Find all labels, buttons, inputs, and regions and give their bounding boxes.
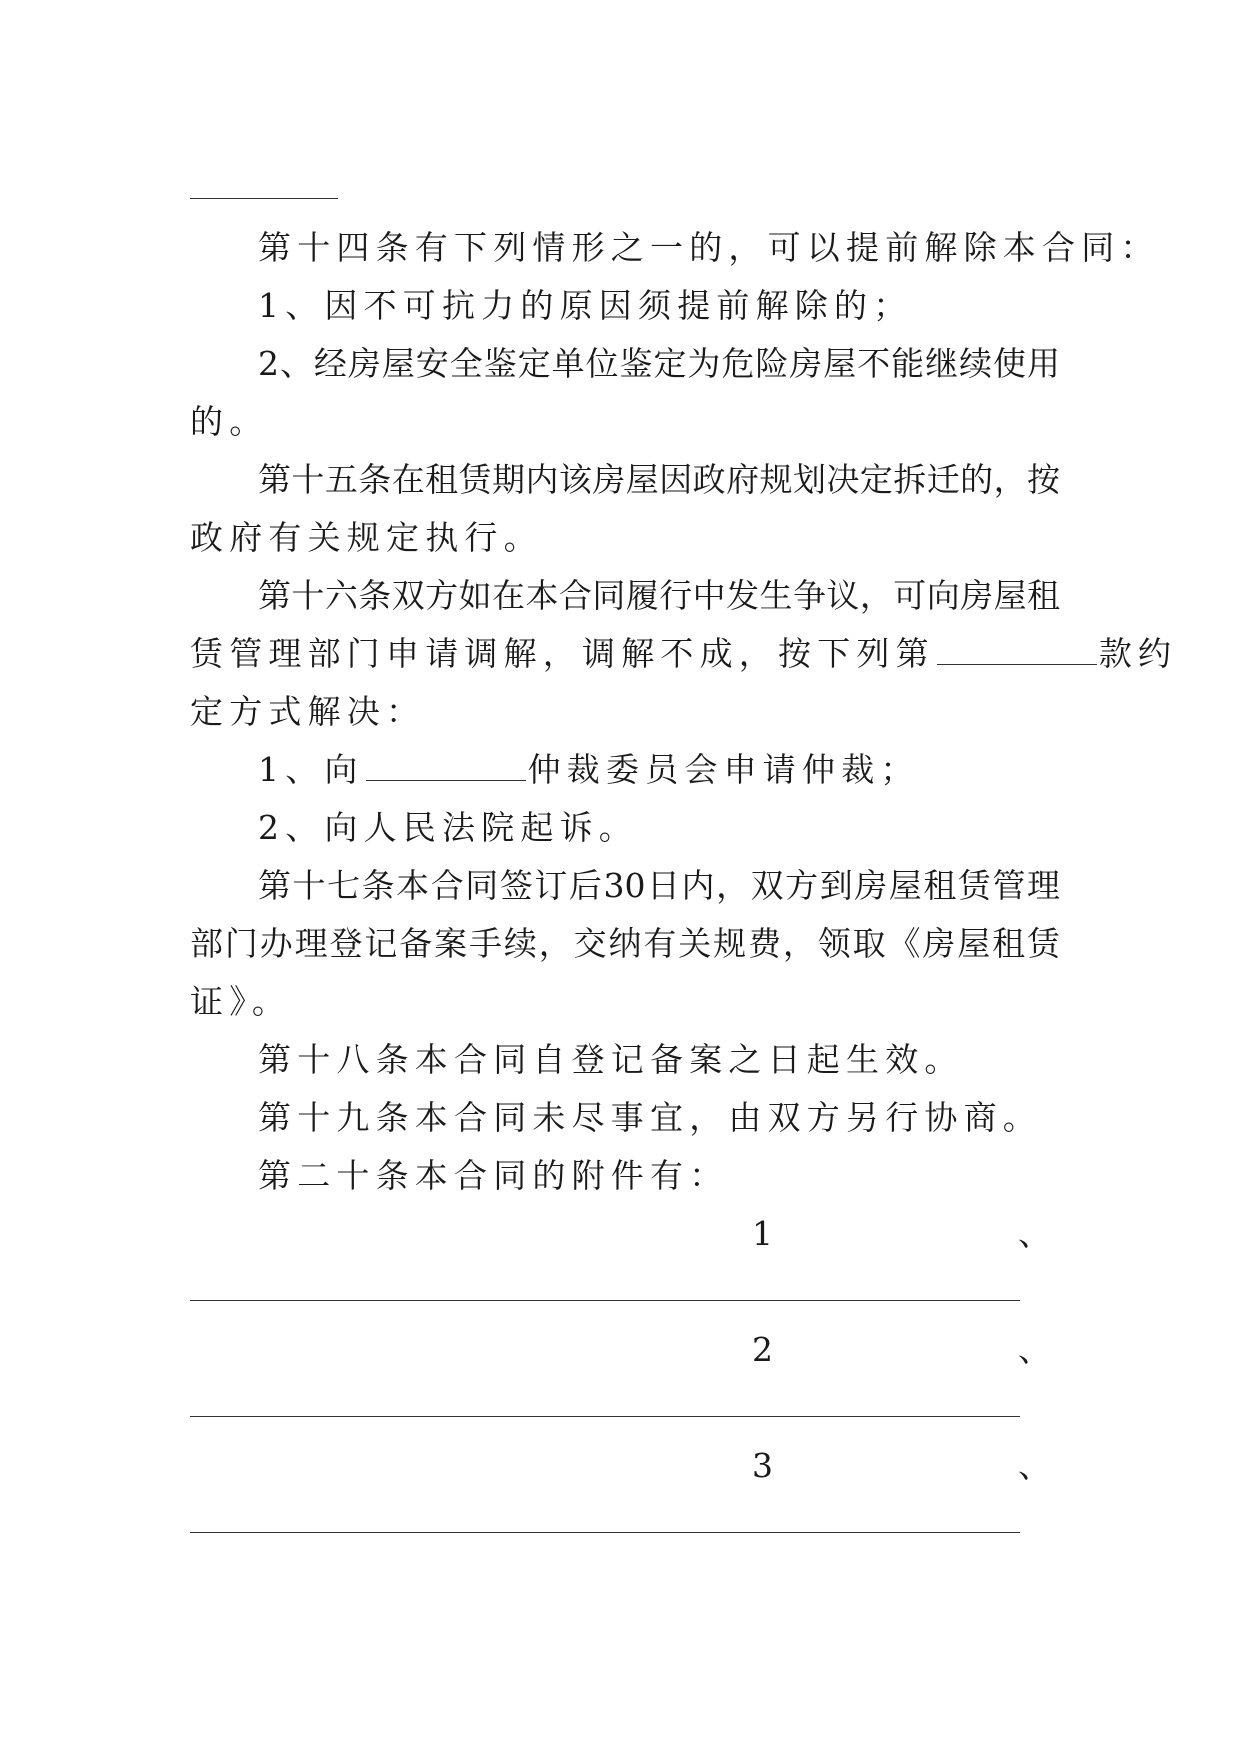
article-14-title: 第十四条有下列情形之一的，可以提前解除本合同：	[258, 228, 1160, 267]
attachment-3-number: 3	[752, 1446, 773, 1485]
attachment-2-blank-line	[190, 1416, 1020, 1417]
article-16-line-2-text: 赁管理部门申请调解，调解不成，按下列第	[190, 634, 935, 673]
article-16-line-3: 定方式解决：	[190, 692, 426, 731]
article-16-line-2-suffix: 款约	[1098, 634, 1178, 673]
attachment-1-blank-line	[190, 1300, 1020, 1301]
article-16-line-2	[190, 634, 1178, 674]
attachment-3-blank-line	[190, 1532, 1020, 1533]
article-16-option-1-prefix: 1、向	[258, 750, 364, 789]
article-16-clause-blank	[937, 634, 1097, 665]
arbitration-committee-blank	[366, 750, 526, 781]
article-16-option-1	[258, 750, 1060, 790]
article-17-line-3: 证》。	[190, 982, 292, 1021]
attachment-2-separator: 、	[1018, 1330, 1051, 1369]
top-blank-line	[190, 198, 338, 199]
article-18: 第十八条本合同自登记备案之日起生效。	[258, 1040, 964, 1079]
article-16-option-1-suffix: 仲裁委员会申请仲裁；	[527, 750, 920, 789]
article-15-line-1: 第十五条在租赁期内该房屋因政府规划决定拆迁的，按	[258, 460, 1060, 499]
attachment-3-separator: 、	[1018, 1446, 1051, 1485]
article-20-title: 第二十条本合同的附件有：	[258, 1156, 729, 1195]
article-16-line-1: 第十六条双方如在本合同履行中发生争议，可向房屋租	[258, 576, 1060, 615]
article-19: 第十九条本合同未尽事宜，由双方另行协商。	[258, 1098, 1042, 1137]
attachment-1-separator: 、	[1018, 1214, 1051, 1253]
article-17-line-1: 第十七条本合同签订后30日内，双方到房屋租赁管理	[258, 866, 1060, 905]
article-17-line-2: 部门办理登记备案手续，交纳有关规费，领取《房屋租赁	[190, 924, 1060, 963]
attachment-1-number: 1	[752, 1214, 773, 1253]
article-15-line-2: 政府有关规定执行。	[190, 518, 543, 557]
article-14-item-2-line-1: 2、经房屋安全鉴定单位鉴定为危险房屋不能继续使用	[258, 344, 1060, 383]
article-14-item-1: 1、因不可抗力的原因须提前解除的；	[258, 286, 913, 325]
attachment-2-number: 2	[752, 1330, 773, 1369]
article-16-option-2: 2、向人民法院起诉。	[258, 808, 638, 847]
article-14-item-2-line-2: 的。	[190, 402, 269, 441]
